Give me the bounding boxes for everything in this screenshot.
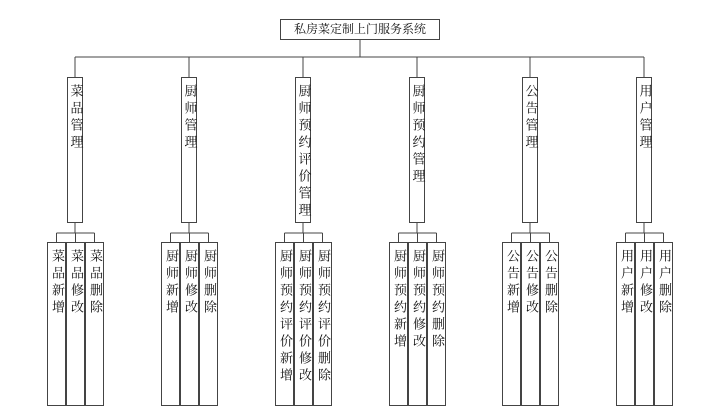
leaf-booking-delete: 厨师预约删除 (427, 242, 446, 406)
leaf-review-edit: 厨师预约评价修改 (294, 242, 313, 406)
leaf-chef-add: 厨师新增 (161, 242, 180, 406)
module-notice-management: 公告管理 (522, 77, 538, 223)
leaf-dish-add: 菜品新增 (47, 242, 66, 406)
root-node: 私房菜定制上门服务系统 (280, 19, 440, 40)
module-user-management: 用户管理 (636, 77, 652, 223)
leaf-chef-edit: 厨师修改 (180, 242, 199, 406)
leaf-booking-edit: 厨师预约修改 (408, 242, 427, 406)
leaf-user-edit: 用户修改 (635, 242, 654, 406)
leaf-notice-edit: 公告修改 (521, 242, 540, 406)
leaf-chef-delete: 厨师删除 (199, 242, 218, 406)
leaf-user-add: 用户新增 (616, 242, 635, 406)
leaf-review-add: 厨师预约评价新增 (275, 242, 294, 406)
leaf-review-delete: 厨师预约评价删除 (313, 242, 332, 406)
leaf-user-delete: 用户删除 (654, 242, 673, 406)
leaf-dish-delete: 菜品删除 (85, 242, 104, 406)
module-chef-booking-review: 厨师预约评价管理 (295, 77, 311, 223)
module-chef-management: 厨师管理 (181, 77, 197, 223)
module-chef-booking-management: 厨师预约管理 (409, 77, 425, 223)
leaf-notice-add: 公告新增 (502, 242, 521, 406)
module-dish-management: 菜品管理 (67, 77, 83, 223)
leaf-notice-delete: 公告删除 (540, 242, 559, 406)
leaf-booking-add: 厨师预约新增 (389, 242, 408, 406)
leaf-dish-edit: 菜品修改 (66, 242, 85, 406)
